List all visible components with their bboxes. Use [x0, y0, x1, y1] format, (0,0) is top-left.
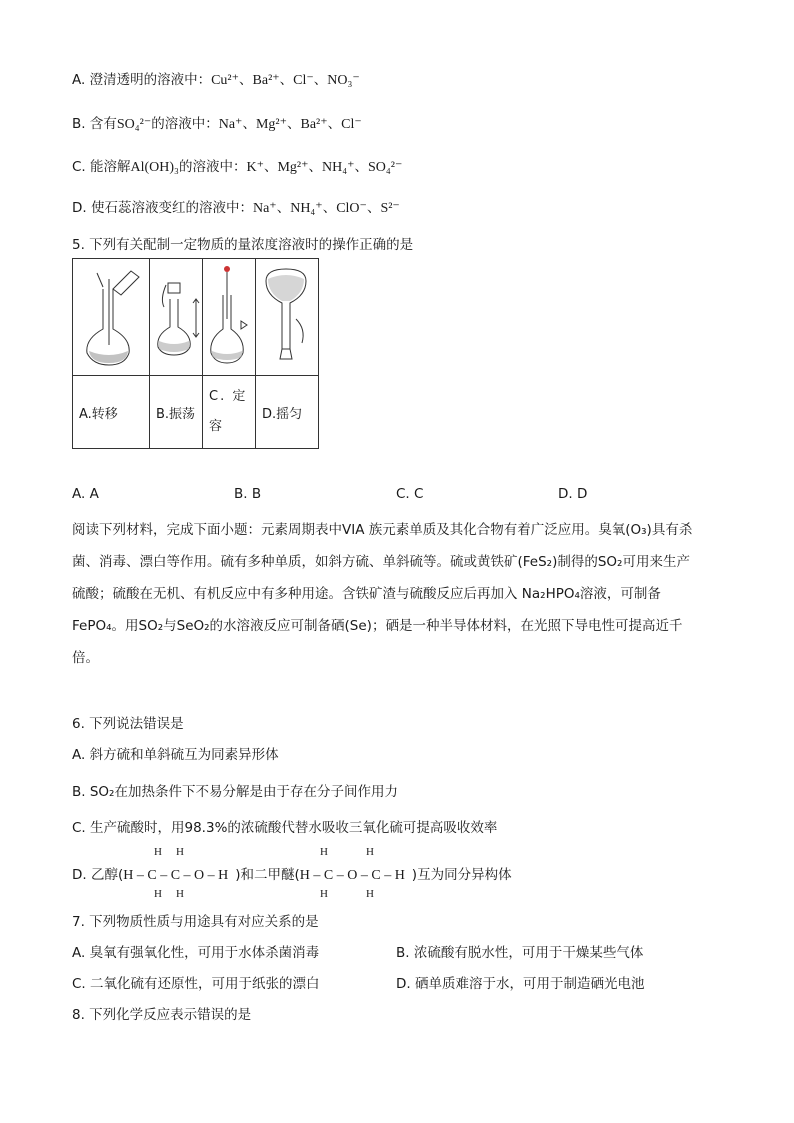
reading-passage: [72, 514, 724, 674]
shake-figure: [150, 259, 203, 376]
q6-option-c[interactable]: C. 生产硫酸时，用98.3%的浓硫酸代替水吸收三氧化硫可提高吸收效率: [72, 820, 498, 836]
q7-option-c[interactable]: C. 二氧化硫有还原性，可用于纸张的漂白: [72, 976, 320, 992]
ethanol-h-bottom-2: H: [176, 888, 184, 900]
q5-choice-b[interactable]: B. B: [234, 486, 262, 502]
ethanol-h-top-2: H: [176, 846, 184, 858]
transfer-figure: [73, 259, 150, 376]
passage-line-3: 硫酸；硫酸在无机、有机反应中有多种用途。含铁矿渣与硫酸反应后再加入 Na₂HPO₄溶液，可制备: [72, 586, 661, 602]
ethanol-structure: H – C – C – O – H: [123, 868, 229, 883]
q5-figure-table: [72, 258, 319, 449]
q7-option-b[interactable]: B. 浓硫酸有脱水性，可用于干燥某些气体: [396, 945, 644, 961]
shake-flask-icon: [150, 259, 202, 371]
q5-choice-c[interactable]: C. C: [396, 486, 424, 502]
ether-h-top-2: H: [366, 846, 374, 858]
q7-stem: 7. 下列物质性质与用途具有对应关系的是: [72, 914, 319, 930]
ethanol-h-bottom-1: H: [154, 888, 162, 900]
q4-option-c: C. 能溶解Al(OH)₃的溶液中：K⁺、Mg²⁺、NH₄⁺、SO₄²⁻: [72, 159, 403, 175]
q4-option-d: D. 使石蕊溶液变红的溶液中：Na⁺、NH₄⁺、ClO⁻、S²⁻: [72, 200, 400, 216]
q8-stem: 8. 下列化学反应表示错误的是: [72, 1007, 252, 1023]
q6-option-d[interactable]: D. 乙醇(H – C – C – O – H )和二甲醚(H – C – O – C – H )互为同分异构体: [72, 865, 512, 886]
dimethyl-ether-structure: H – C – O – C – H: [299, 868, 405, 883]
ether-h-bottom-2: H: [366, 888, 374, 900]
q5-choice-d[interactable]: D. D: [558, 486, 588, 502]
passage-line-4: FePO₄。用SO₂与SeO₂的水溶液反应可制备硒(Se)；硒是一种半导体材料，在光照下导电性可提高近千: [72, 618, 683, 634]
transfer-flask-icon: [73, 259, 149, 371]
passage-line-5: 倍。: [72, 650, 99, 666]
label-transfer: A.转移: [73, 376, 150, 449]
q6-option-a[interactable]: A. 斜方硫和单斜硫互为同素异形体: [72, 747, 279, 763]
q7-option-a[interactable]: A. 臭氧有强氧化性，可用于水体杀菌消毒: [72, 945, 320, 961]
q4-option-a-text: A. 澄清透明的溶液中：: [72, 72, 212, 88]
q6-option-b[interactable]: B. SO₂在加热条件下不易分解是由于存在分子间作用力: [72, 784, 398, 800]
passage-line-1: 阅读下列材料，完成下面小题：元素周期表中VIA 族元素单质及其化合物有着广泛应用。臭氧(O₃)具有杀: [72, 522, 693, 538]
q4-option-b: B. 含有SO₄²⁻的溶液中：Na⁺、Mg²⁺、Ba²⁺、Cl⁻: [72, 116, 362, 132]
label-invert-mix: D.摇匀: [256, 376, 319, 449]
q6-stem: 6. 下列说法错误是: [72, 716, 184, 732]
fix-volume-figure: [203, 259, 256, 376]
q7-option-d[interactable]: D. 硒单质难溶于水，可用于制造硒光电池: [396, 976, 645, 992]
q5-choices: [72, 484, 732, 504]
inverted-flask-icon: [256, 259, 318, 371]
ethanol-h-top-1: H: [154, 846, 162, 858]
q4-option-a: A. 澄清透明的溶液中：Cu²⁺、Ba²⁺、Cl⁻、NO₃⁻: [72, 72, 360, 88]
label-fix-volume: C. 定容: [203, 376, 256, 449]
q5-stem: 5. 下列有关配制一定物质的量浓度溶液时的操作正确的是: [72, 237, 414, 253]
passage-line-2: 菌、消毒、漂白等作用。硫有多种单质，如斜方硫、单斜硫等。硫或黄铁矿(FeS₂)制得的SO₂可用来生产: [72, 554, 690, 570]
volumetric-flask-icon: [203, 259, 255, 371]
q5-choice-a[interactable]: A. A: [72, 486, 99, 502]
ether-h-bottom-1: H: [320, 888, 328, 900]
label-shake: B.振荡: [150, 376, 203, 449]
ether-h-top-1: H: [320, 846, 328, 858]
invert-mix-figure: [256, 259, 319, 376]
